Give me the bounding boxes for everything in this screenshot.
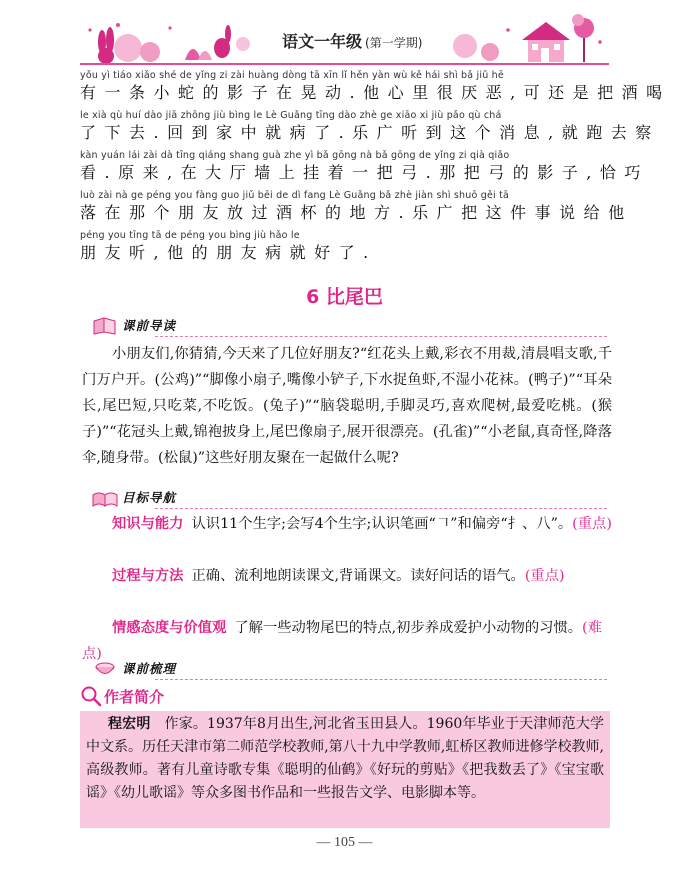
author-bio-text: 作家。1937年8月出生,河北省玉田县人。1960年毕业于天津师范大学中文系。历任天津市第二师范学校教师,第八十九中学教师,虹桥区教师进修学校教师,高级教师。著有儿童诗歌专集《聪明的仙鹤》《好玩的剪贴》《把我数丢了》《宝宝歌谣》《幼儿歌谣》等众多图书作品和一些报告文学、电影脚本等。	[86, 716, 604, 801]
goal-text: 正确、流利地朗读课文,背诵课文。读好问话的语气。	[191, 568, 525, 584]
lesson-title: 6 比尾巴	[306, 286, 383, 308]
review-section-label	[92, 657, 176, 679]
section-divider	[155, 336, 607, 337]
goal-item	[82, 563, 612, 589]
goal-item	[82, 511, 612, 537]
bowl-icon	[92, 658, 118, 678]
book-title	[282, 29, 422, 52]
open-book-icon	[92, 487, 118, 507]
book-title-main: 语文一年级	[282, 32, 363, 51]
hanzi-line: 了下去.回到家中就病了.乐广听到这个消息,就跑去察	[80, 123, 660, 142]
book-icon	[92, 315, 118, 335]
goal-text: 了解一些动物尾巴的特点,初步养成爱护小动物的习惯。	[234, 620, 583, 636]
section-divider	[155, 679, 607, 680]
pinyin-line: kàn yuán lái zài dà tīng qiáng shang guà zhe yì bǎ gōng nà bǎ gōng de yǐng zi qià qiǎo	[80, 150, 510, 161]
preview-paragraph	[82, 341, 612, 471]
left-ornament	[88, 23, 250, 64]
section-divider	[155, 508, 607, 509]
story-line	[80, 230, 610, 264]
preview-text: 小朋友们,你猜猜,今天来了几位好朋友?“红花头上戴,彩衣不用裁,清晨唱支歌,千门万户开。(公鸡)”“脚像小扇子,嘴像小铲子,下水捉鱼虾,不湿小花袜。(鸭子)”“耳朵长,尾巴短,只吃菜,不吃饭。(兔子)”“脑袋聪明,手脚灵巧,喜欢爬树,最爱吃桃。(猴子)”“花冠头上戴,锦袍披身上,尾巴像扇子,展开很漂亮。(孔雀)”“小老鼠,真奇怪,降落伞,随身带。(松鼠)”这些好朋友聚在一起做什么呢?	[82, 346, 612, 466]
preview-section-label	[92, 314, 176, 336]
pinyin-line: yǒu yì tiáo xiǎo shé de yǐng zi zài huàng dòng tā xīn lǐ hěn yàn wù kě hái shì bǎ jiǔ hē	[80, 70, 504, 81]
hanzi-line: 落在那个朋友放过酒杯的地方.乐广把这件事说给他	[80, 203, 633, 222]
preview-label: 课前导读	[122, 318, 177, 333]
author-bio	[86, 713, 604, 805]
hanzi-line: 有一条小蛇的影子在晃动.他心里很厌恶,可还是把酒喝	[80, 83, 671, 102]
right-ornament	[453, 14, 602, 62]
hanzi-line: 朋友听,他的朋友病就好了.	[80, 243, 377, 262]
pinyin-line: le xià qù huí dào jiā zhōng jiù bìng le Lè Guǎng tīng dào zhè ge xiāo xi jiù pǎo qù chá	[80, 110, 502, 121]
author-heading	[80, 685, 164, 707]
page-number: — 105 —	[316, 835, 373, 850]
goal-key: 过程与方法	[112, 568, 184, 584]
pinyin-line: péng you tīng tā de péng you bìng jiù hǎo le	[80, 230, 300, 241]
story-line	[80, 190, 633, 224]
goal-key: 情感态度与价值观	[112, 620, 227, 636]
goal-tag: (难点)	[82, 620, 602, 662]
author-heading-text: 作者简介	[104, 687, 165, 706]
review-label: 课前梳理	[122, 661, 177, 676]
goal-tag: (重点)	[572, 516, 612, 532]
hanzi-line: 看.原来,在大厅墙上挂着一把弓.那把弓的影子,恰巧	[80, 163, 649, 182]
goal-text: 认识11个生字;会写4个生字;认识笔画“𠃍”和偏旁“扌、八”。	[191, 516, 573, 532]
page-header	[0, 0, 689, 72]
author-bio-box	[80, 711, 610, 828]
book-title-sub: (第一学期)	[365, 36, 423, 50]
story-line	[80, 110, 660, 144]
story-line	[80, 150, 649, 184]
header-rule	[80, 63, 609, 65]
goals-label: 目标导航	[122, 490, 177, 505]
goal-tag: (重点)	[524, 568, 565, 584]
magnifier-icon	[80, 685, 102, 707]
pinyin-line: luò zài nà ge péng you fàng guo jiǔ bēi de dì fang Lè Guǎng bǎ zhè jiàn shì shuō gěi tā	[80, 190, 510, 201]
story-continuation	[80, 70, 671, 270]
story-line	[80, 70, 671, 104]
goal-key: 知识与能力	[112, 516, 184, 532]
author-name: 程宏明	[108, 716, 151, 732]
goals-section-label	[92, 486, 176, 508]
